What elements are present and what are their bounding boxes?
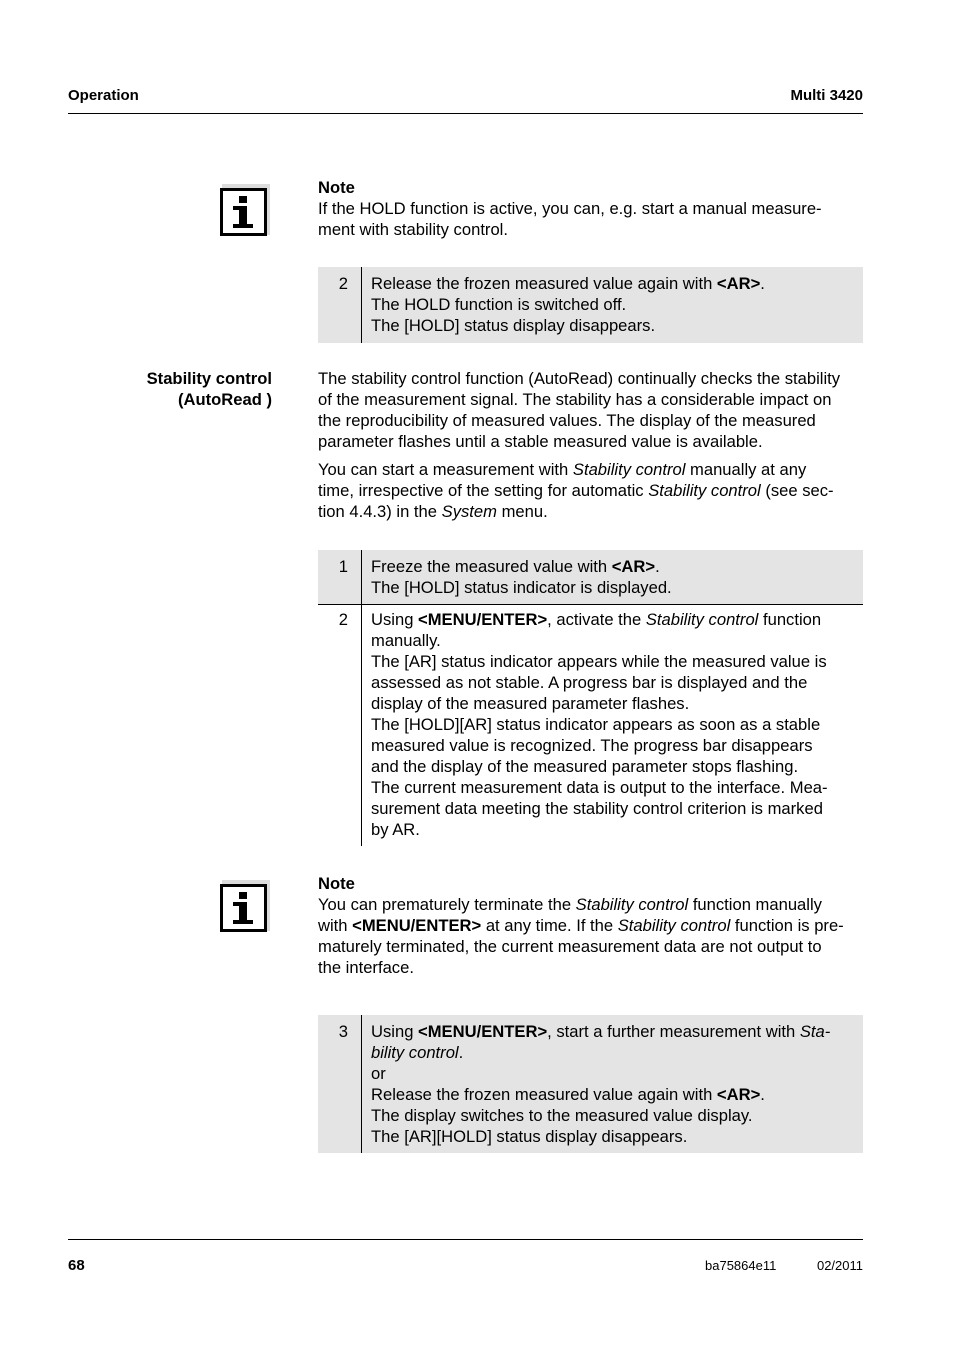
step-text: Release the frozen measured value again with <box>371 1085 717 1104</box>
document-code: ba75864e11 <box>705 1258 777 1273</box>
key-label: <MENU/ENTER> <box>418 610 548 629</box>
section-paragraph <box>318 368 868 452</box>
step-text: , activate the <box>547 610 646 629</box>
step-text: The current measurement data is output to the interface. Mea- <box>371 778 828 797</box>
paragraph-text: You can start a measurement with <box>318 460 573 479</box>
paragraph-line: of the measurement signal. The stability has a considerable impact on <box>318 390 832 409</box>
step-row <box>318 1015 863 1153</box>
step-text: The [AR] status indicator appears while the measured value is <box>371 652 827 671</box>
step-text: surement data meeting the stability control criterion is marked <box>371 799 823 818</box>
step-number: 1 <box>338 557 348 576</box>
step-number: 3 <box>338 1022 348 1041</box>
step-text: The [HOLD] status indicator is displayed. <box>371 578 672 597</box>
note-text: maturely terminated, the current measurement data are not output to <box>318 937 822 956</box>
note-text: function is pre- <box>730 916 844 935</box>
section-heading <box>147 368 272 410</box>
step-text: by AR. <box>371 820 420 839</box>
step-row <box>318 605 863 846</box>
step-text: The [HOLD] status display disappears. <box>371 316 656 335</box>
step-text: . <box>760 274 765 293</box>
step-number: 2 <box>338 610 348 629</box>
step-text: . <box>760 1085 765 1104</box>
key-label: <AR> <box>716 1085 761 1104</box>
key-label: <AR> <box>716 274 761 293</box>
step-text: , start a further measurement with <box>547 1022 800 1041</box>
menu-term: Stability control <box>617 916 731 935</box>
step-text: The HOLD function is switched off. <box>371 295 627 314</box>
step-text: Using <box>371 1022 419 1041</box>
step-text: Freeze the measured value with <box>371 557 612 576</box>
note-text: at any time. If the <box>481 916 618 935</box>
document-date: 02/2011 <box>816 1258 863 1273</box>
step-divider <box>361 267 362 343</box>
info-icon <box>220 880 270 933</box>
paragraph-text: manually at any <box>685 460 807 479</box>
running-header-section: Operation <box>68 87 139 104</box>
step-body <box>371 556 857 598</box>
menu-term: Stability control <box>645 610 759 629</box>
paragraph-line: parameter flashes until a stable measured value is available. <box>318 432 763 451</box>
note-block <box>318 177 863 240</box>
menu-term: Stability control <box>572 460 686 479</box>
step-text: manually. <box>371 631 441 650</box>
step-text: and the display of the measured parameter stops flashing. <box>371 757 799 776</box>
key-label: <MENU/ENTER> <box>352 916 482 935</box>
step-text: display of the measured parameter flashes. <box>371 694 690 713</box>
info-icon <box>220 184 270 237</box>
running-header-product: Multi 3420 <box>790 87 863 104</box>
paragraph-text: tion 4.4.3) in the <box>318 502 442 521</box>
menu-term: Stability control <box>575 895 689 914</box>
menu-term: Stability control <box>648 481 761 500</box>
paragraph-line: the reproducibility of measured values. The display of the measured <box>318 411 816 430</box>
footer-rule <box>68 1239 863 1240</box>
step-row <box>318 267 863 343</box>
note-line: If the HOLD function is active, you can, e.g. start a manual measure- <box>318 199 822 218</box>
step-text: Using <box>371 610 419 629</box>
step-text: The [AR][HOLD] status display disappears. <box>371 1127 688 1146</box>
note-text: function manually <box>688 895 822 914</box>
menu-term: Sta- <box>799 1022 831 1041</box>
note-block <box>318 873 868 978</box>
step-row <box>318 550 863 604</box>
section-heading-line: Stability control <box>146 369 272 388</box>
key-label: <AR> <box>611 557 656 576</box>
paragraph-text: time, irrespective of the setting for automatic <box>318 481 649 500</box>
step-text: Release the frozen measured value again with <box>371 274 717 293</box>
key-label: <MENU/ENTER> <box>418 1022 548 1041</box>
step-text: . <box>458 1043 464 1062</box>
paragraph-line: The stability control function (AutoRead) continually checks the stability <box>318 369 841 388</box>
section-heading-line: (AutoRead ) <box>177 390 272 409</box>
step-text: function <box>758 610 822 629</box>
note-title: Note <box>318 874 355 893</box>
note-title: Note <box>318 178 355 197</box>
note-text: the interface. <box>318 958 414 977</box>
paragraph-text: (see sec- <box>760 481 834 500</box>
menu-term: bility control <box>371 1043 459 1062</box>
step-text: assessed as not stable. A progress bar is displayed and the <box>371 673 808 692</box>
step-text: measured value is recognized. The progress bar disappears <box>371 736 813 755</box>
header-rule <box>68 113 863 114</box>
paragraph-text: menu. <box>496 502 548 521</box>
page-number: 68 <box>68 1257 85 1274</box>
menu-term: System <box>441 502 497 521</box>
step-text: The [HOLD][AR] status indicator appears as soon as a stable <box>371 715 821 734</box>
step-text: . <box>655 557 660 576</box>
step-body <box>371 273 857 336</box>
note-line: ment with stability control. <box>318 220 508 239</box>
step-number: 2 <box>338 274 348 293</box>
step-text: The display switches to the measured value display. <box>371 1106 753 1125</box>
step-divider <box>361 605 362 846</box>
step-body <box>371 1021 857 1147</box>
note-text: with <box>318 916 353 935</box>
step-divider <box>361 550 362 604</box>
step-body <box>371 609 857 840</box>
note-text: You can prematurely terminate the <box>318 895 576 914</box>
step-text: or <box>371 1064 386 1083</box>
section-paragraph <box>318 459 868 522</box>
step-divider <box>361 1015 362 1153</box>
